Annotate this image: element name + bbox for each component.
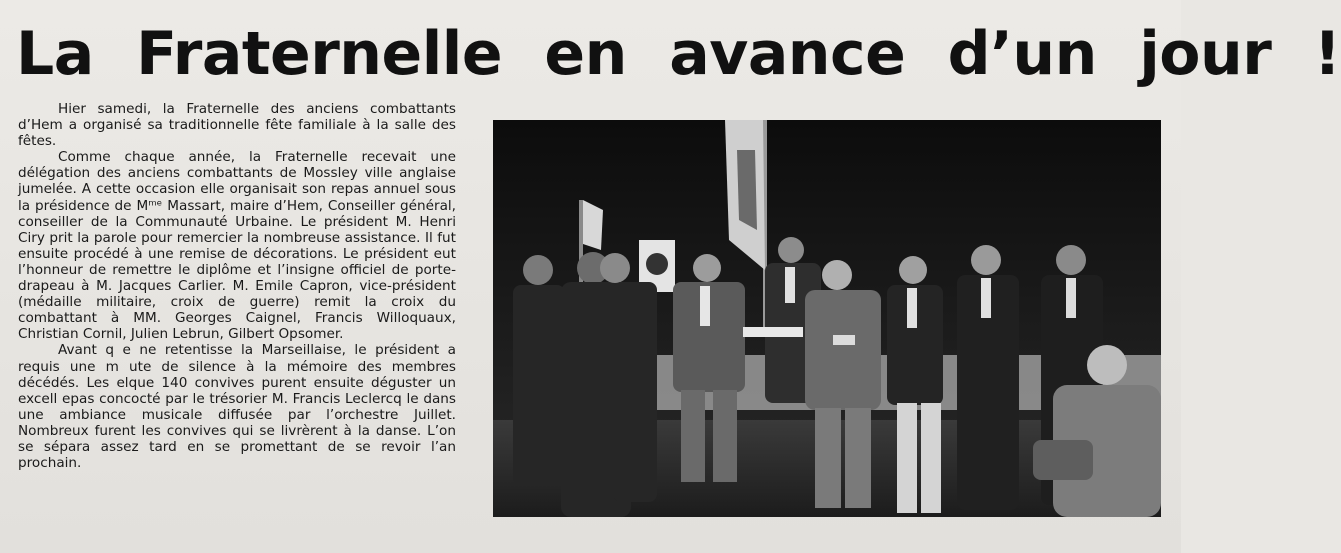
article-paragraph: Hier samedi, la Fraternelle des anciens combattants d’Hem a organisé sa traditionnelle fête familiale à la salle des fêtes. [18,101,456,150]
article-paragraph: Avant q e ne retentisse la Marseillaise, le président a requis une m ute de silence à la mémoire des membres décédés. Les elque 140 convives purent ensuite déguster un excell epas concocté par le trésorier M. Francis Leclercq le dans une ambiance musicale diffusée par l’orchestre Juillet. Nombreux furent les convives qui se livrèrent à la danse. L’on se sépara assez tard en se promettant de se revoir l’an prochain. [18,342,456,472]
article-body [18,101,456,547]
ceremony-photo [493,120,1161,517]
article-paragraph: Comme chaque année, la Fraternelle recevait une délégation des anciens combattants de Mossley ville anglaise jumelée. A cette occasion elle organisait son repas annuel sous la présidence de Mᵐᵉ Massart, maire d’Hem, Conseiller général, conseiller de la Communauté Urbaine. Le président M. Henri Ciry prit la parole pour remercier la nombreuse assistance. Il fut ensuite procédé à une remise de décorations. Le président eut l’honneur de remettre le diplôme et l’insigne officiel de porte-drapeau à M. Jacques Carlier. M. Emile Capron, vice-président (médaille militaire, croix de guerre) remit la croix du combattant à MM. Georges Caignel, Francis Willoquaux, Christian Cornil, Julien Lebrun, Gilbert Opsomer. [18,149,456,343]
headline: La Fraternelle en avance d’un jour ! [16,19,1341,89]
